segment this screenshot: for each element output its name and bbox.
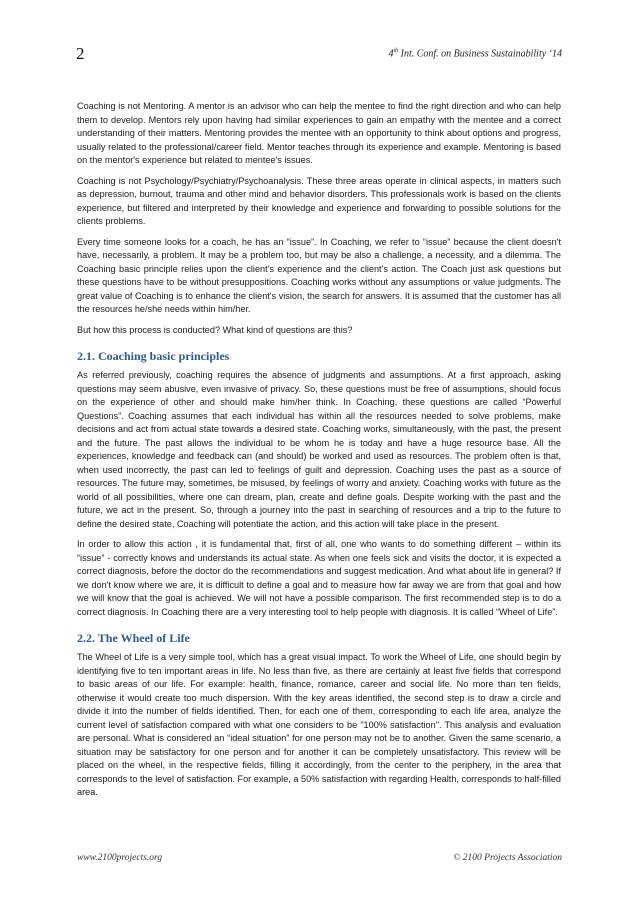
paragraph-psychology: Coaching is not Psychology/Psychiatry/Psychoanalysis. These three areas operate in clinical aspects, in matters such as depression, burnout, trauma and other mind and behavior disorders. This professionals work is based on the clients experience, but filtered and interpreted by their knowledge and experience and forwarding to possible solutions for the clients problems. — [77, 175, 561, 226]
footer-website: www.2100projects.org — [77, 853, 163, 863]
page-number: 2 — [76, 44, 85, 63]
running-head — [388, 48, 562, 59]
paragraph-question: But how this process is conducted? What kind of questions are this? — [77, 324, 353, 335]
footer-copyright: © 2100 Projects Association — [453, 853, 562, 863]
paragraph-principles-2: In order to allow this action , it is fundamental that, first of all, one who wants to do something different – within its “issue” - correctly knows and understands its actual state. As when one feels sick and visits the doctor, it is expected a correct diagnosis, before the doctor do the recommendations and suggest medication. And what about life in general? If we don't know where we are, it is difficult to define a goal and to measure how far away we are from that goal and how we will know that the goal is achieved. We will not have a possible comparison. The first recommended step is to do a correct diagnosis. In Coaching there are a very interesting tool to help people with diagnosis. It is called “Wheel of Life”. — [77, 539, 561, 617]
paragraph-issue: Every time someone looks for a coach, he has an “issue”. In Coaching, we refer to “issue” because the client doesn't have, necessarily, a problem. It may be a problem too, but may be also a challenge, a necessity, and a dilemma. The Coaching basic principle relies upon the client's experience and the client's action. The Coach just ask questions but these questions have to be without presuppositions. Coaching works without any assumptions or value judgments. The great value of Coaching is to enhance the client's vision, the search for answers. It is assumed that the customer has all the resources he/she needs within him/her. — [77, 236, 561, 314]
section-heading-basic-principles: 2.1. Coaching basic principles — [77, 349, 230, 363]
conf-ordinal-suffix: th — [393, 48, 399, 54]
paragraph-principles-1: As referred previously, coaching requires the absence of judgments and assumptions. At a first approach, asking questions may seem abusive, even invasive of privacy. So, these questions must be free of assumptions, should focus on the experience of other and should make him/her think. In Coaching, these questions are called “Powerful Questions”. Coaching assumes that each individual has within all the resources needed to solve problems, make decisions and act from actual state towards a desired state. Coaching works, simultaneously, with the past, the present and the future. The past allows the individual to be whom he is today and have a huge resource base. All the experiences, knowledge and feedback can (and should) be worked and used as resources. The problem often is that, when used incorrectly, the past can led to feelings of guilt and depression. Coaching uses the past as a source of resources. The future may, sometimes, be misused, by feelings of worry and anxiety. Coaching works with future as the world of all possibilities, where one can dream, plan, create and define goals. Despite working with the past and the future, we act in the present. So, through a journey into the past in searching of resources and a trip to the future to define the desired state, Coaching will potentiate the action, and this action will take place in the present. — [77, 370, 561, 529]
paragraph-wheel-of-life: The Wheel of Life is a very simple tool, which has a great visual impact. To work the Wheel of Life, one should begin by identifying five to ten important areas in life. No less than five, as there are certainly at least five fields that correspond to basic areas of our life. For example: health, finance, romance, career and social life. No more than ten fields, otherwise it would create too much dispersion. With the key areas identified, the second step is to draw a circle and divide it into the number of fields identified. Then, for each one of them, corresponding to each life area, analyze the current level of satisfaction compared with what one considers to be "100% satisfaction". This analysis and evaluation are personal. What is considered an “ideal situation” for one person may not be to another. Given the same scenario, a situation may be satisfactory for one person and for another it can be completely unsatisfactory. This review will be placed on the wheel, in the respective fields, filling it accordingly, from the center to the periphery, in the area that corresponds to the level of satisfaction. For example, a 50% satisfaction with regarding Health, corresponds to half-filled area. — [77, 652, 561, 797]
page-body — [77, 100, 561, 807]
paragraph-mentoring: Coaching is not Mentoring. A mentor is an advisor who can help the mentee to find the right direction and who can help them to develop. Mentors rely upon having had similar experiences to gain an empathy with the mentee and a correct understanding of their matters. Mentoring provides the mentee with an opportunity to think about options and progress, usually related to the professional/career field. Mentor teaches through its experience and example. Mentoring is based on the mentor's experience but related to mentee's issues. — [77, 101, 561, 165]
conf-ordinal: 4 — [388, 48, 394, 60]
section-heading-wheel-of-life: 2.2. The Wheel of Life — [77, 631, 190, 645]
conf-title: Int. Conf. on Business Sustainability ‘14 — [398, 48, 562, 60]
